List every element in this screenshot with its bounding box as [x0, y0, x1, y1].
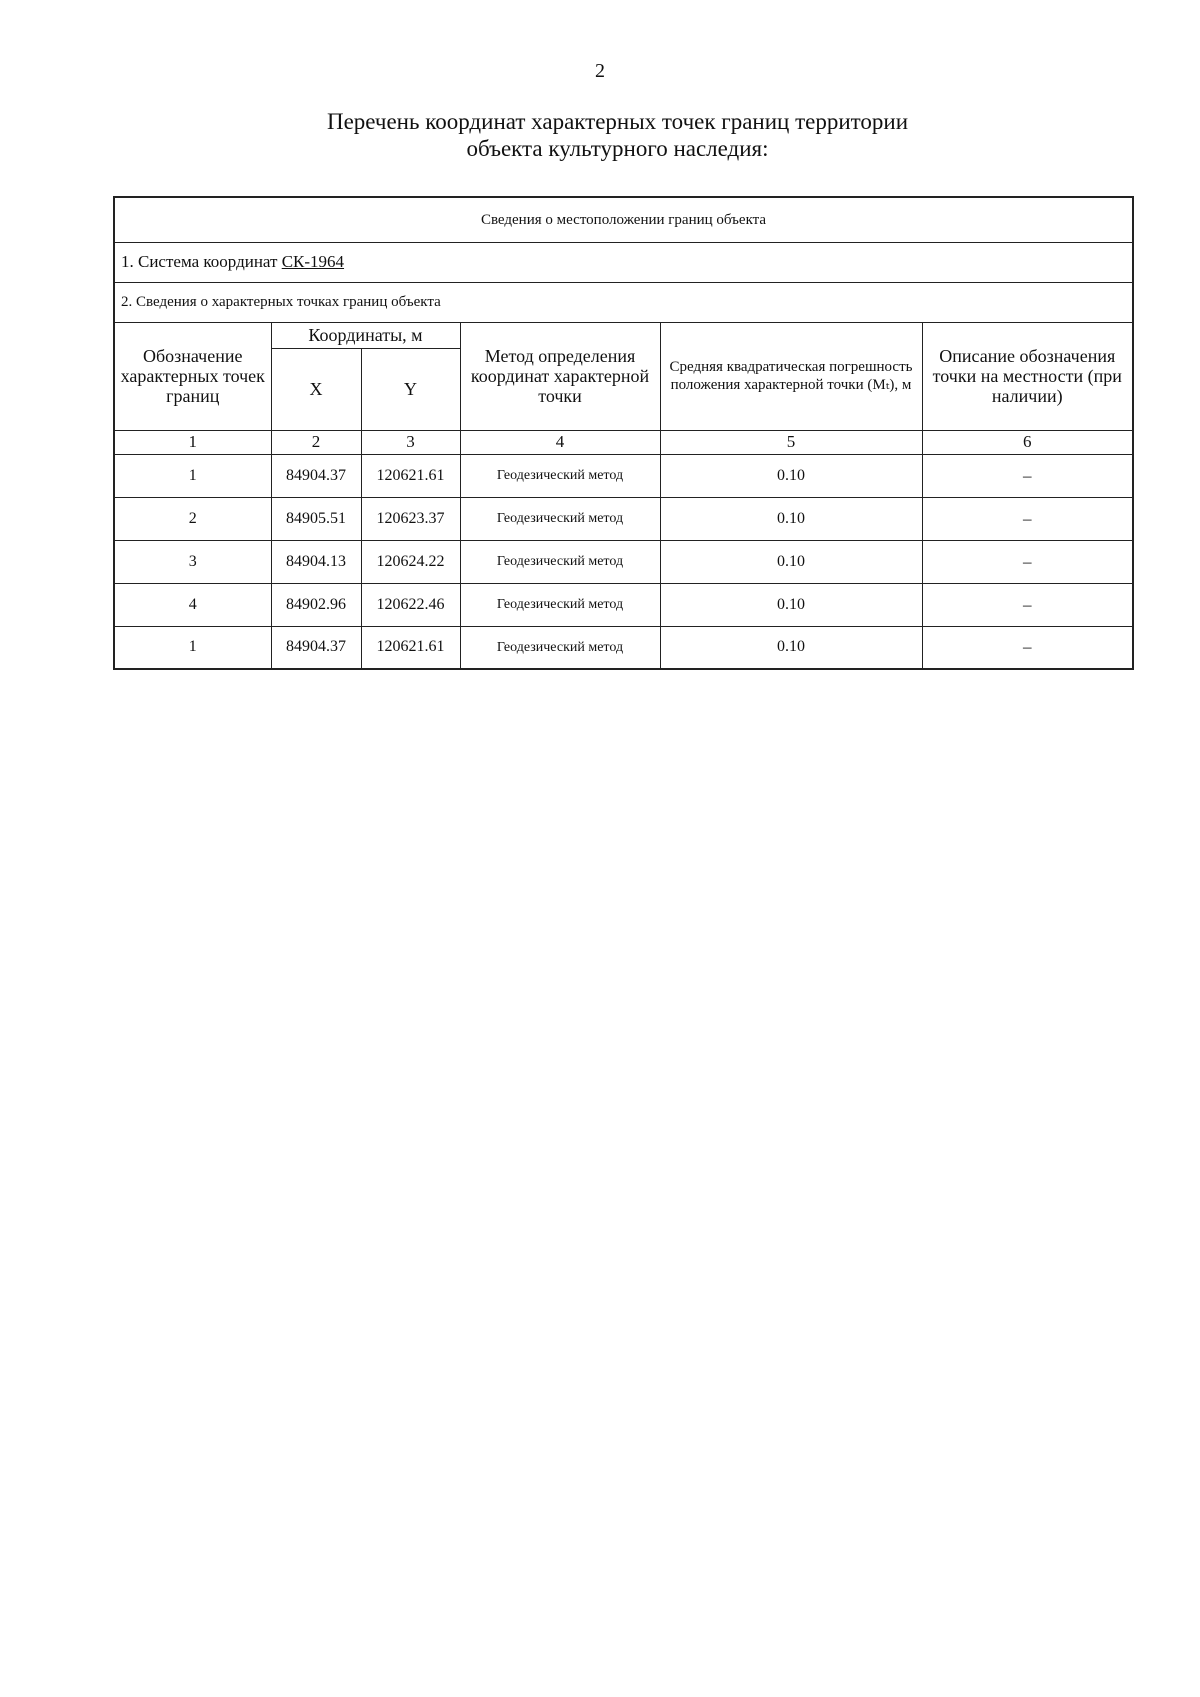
x-cell: 84902.96 [271, 583, 361, 626]
header-coordinates: Координаты, м [271, 322, 460, 348]
coord-system-row [114, 242, 1133, 282]
heading-line-2: объекта культурного наследия: [466, 136, 769, 161]
column-number: 6 [922, 430, 1133, 454]
error-cell: 0.10 [660, 626, 922, 669]
table-row [114, 626, 1133, 669]
method-cell: Геодезический метод [460, 454, 660, 497]
x-cell: 84904.37 [271, 454, 361, 497]
description-cell: – [922, 626, 1133, 669]
x-cell: 84904.13 [271, 540, 361, 583]
column-number: 4 [460, 430, 660, 454]
description-cell: – [922, 540, 1133, 583]
point-cell: 1 [114, 626, 271, 669]
point-cell: 4 [114, 583, 271, 626]
description-cell: – [922, 583, 1133, 626]
description-cell: – [922, 454, 1133, 497]
coord-system-value: СК-1964 [281, 252, 345, 271]
table-title: Сведения о местоположении границ объекта [114, 197, 1133, 242]
error-cell: 0.10 [660, 583, 922, 626]
y-cell: 120624.22 [361, 540, 460, 583]
method-cell: Геодезический метод [460, 497, 660, 540]
error-cell: 0.10 [660, 454, 922, 497]
table-row [114, 454, 1133, 497]
coord-system-label: 1. Система координат [121, 252, 278, 271]
method-cell: Геодезический метод [460, 626, 660, 669]
column-number: 3 [361, 430, 460, 454]
column-number: 5 [660, 430, 922, 454]
header-x: X [271, 348, 361, 430]
x-cell: 84904.37 [271, 626, 361, 669]
column-number: 2 [271, 430, 361, 454]
page-number: 2 [595, 60, 605, 82]
y-cell: 120623.37 [361, 497, 460, 540]
y-cell: 120621.61 [361, 626, 460, 669]
header-description: Описание обозначения точки на местности (при наличии) [922, 322, 1133, 430]
table-row [114, 497, 1133, 540]
heading-line-1: Перечень координат характерных точек границ территории [326, 109, 909, 134]
header-y: Y [361, 348, 460, 430]
header-error: Средняя квадратическая погрешность положения характерной точки (Mₜ), м [660, 322, 922, 430]
point-cell: 3 [114, 540, 271, 583]
y-cell: 120621.61 [361, 454, 460, 497]
x-cell: 84905.51 [271, 497, 361, 540]
points-section-label: 2. Сведения о характерных точках границ объекта [114, 282, 1133, 322]
document-heading [0, 108, 1200, 162]
method-cell: Геодезический метод [460, 583, 660, 626]
header-method: Метод определения координат характерной точки [460, 322, 660, 430]
coordinates-table [113, 196, 1134, 670]
table-row [114, 583, 1133, 626]
header-designation: Обозначение характерных точек границ [114, 322, 271, 430]
error-cell: 0.10 [660, 540, 922, 583]
description-cell: – [922, 497, 1133, 540]
method-cell: Геодезический метод [460, 540, 660, 583]
column-number: 1 [114, 430, 271, 454]
table-row [114, 540, 1133, 583]
point-cell: 1 [114, 454, 271, 497]
point-cell: 2 [114, 497, 271, 540]
y-cell: 120622.46 [361, 583, 460, 626]
error-cell: 0.10 [660, 497, 922, 540]
